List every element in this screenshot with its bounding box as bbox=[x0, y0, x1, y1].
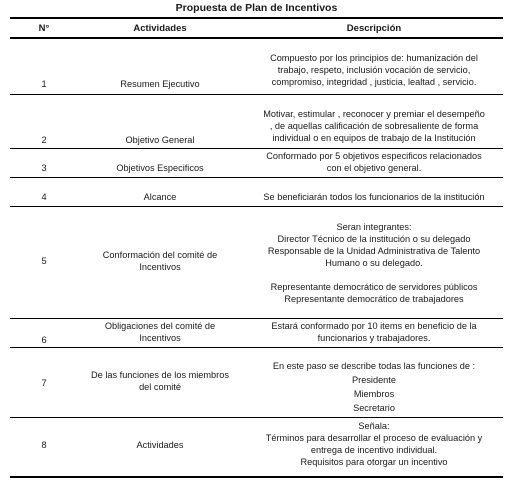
description-line: Estará conformado por 10 items en beneficio de la bbox=[271, 321, 477, 331]
header-description: Descripción bbox=[346, 23, 402, 34]
description-line: Responsable de la Unidad Administrativa de Talento bbox=[267, 246, 481, 256]
activity-line: Resumen Ejecutivo bbox=[120, 79, 200, 89]
page-title: Propuesta de Plan de Incentivos bbox=[175, 2, 338, 14]
header-bottom-border bbox=[10, 37, 503, 39]
row-activity bbox=[70, 320, 250, 344]
row-description bbox=[240, 52, 508, 88]
description-line: Requisitos para otorgar un incentivo bbox=[300, 457, 448, 467]
row-activity bbox=[70, 134, 250, 146]
description-line: Director Técnico de la institución o su delegado bbox=[277, 234, 471, 244]
row-divider bbox=[10, 177, 503, 178]
description-line: Motivar, estimular , reconocer y premiar el desempeño bbox=[263, 109, 485, 119]
activity-line: Incentivos bbox=[139, 262, 181, 272]
table-bottom-border bbox=[10, 476, 503, 478]
description-line: Representante democrático de servidores públicos bbox=[270, 282, 478, 292]
description-line: con el objetivo general. bbox=[326, 163, 422, 173]
row-activity bbox=[70, 369, 250, 393]
table-top-border bbox=[10, 17, 503, 19]
row-description bbox=[240, 360, 508, 414]
row-description bbox=[240, 108, 508, 144]
description-line: Compuesto por los principios de: humanización del bbox=[270, 53, 478, 63]
description-line: En este paso se describe todas las funciones de : bbox=[272, 361, 476, 371]
description-line: Humano o su delegado. bbox=[325, 258, 423, 268]
description-line: funcionarios y trabajadores. bbox=[317, 333, 431, 343]
row-description bbox=[240, 191, 508, 203]
description-line: Señala: bbox=[358, 421, 390, 431]
row-description bbox=[240, 420, 508, 468]
activity-line: Incentivos bbox=[139, 333, 181, 343]
row-activity bbox=[70, 439, 250, 451]
row-number: 7 bbox=[41, 378, 47, 388]
row-number: 3 bbox=[41, 163, 47, 173]
header-num: N° bbox=[38, 23, 50, 34]
description-line: Se beneficiarán todos los funcionarios de la institución bbox=[263, 192, 485, 202]
row-description bbox=[240, 221, 508, 305]
activity-line: Actividades bbox=[136, 440, 184, 450]
row-divider bbox=[10, 94, 503, 95]
row-activity bbox=[70, 78, 250, 90]
description-line: compromiso, integridad , justicia, lealtad , servicio. bbox=[271, 77, 477, 87]
row-activity bbox=[70, 191, 250, 203]
description-line: Seran integrantes: bbox=[336, 222, 412, 232]
row-number: 5 bbox=[41, 256, 47, 266]
row-divider bbox=[10, 148, 503, 149]
activity-line: del comité bbox=[139, 382, 181, 392]
activity-line: De las funciones de los miembros bbox=[91, 370, 229, 380]
description-line: Representante democrático de trabajadores bbox=[284, 294, 464, 304]
description-line: trabajo, respeto, inclusión vocación de servicio, bbox=[277, 65, 471, 75]
row-divider bbox=[10, 206, 503, 207]
row-activity bbox=[70, 162, 250, 174]
description-line: entrega de incentivo individual. bbox=[310, 445, 438, 455]
row-divider bbox=[10, 347, 503, 348]
description-line: Secretario bbox=[353, 403, 395, 413]
row-activity bbox=[70, 249, 250, 273]
activity-line: Alcance bbox=[143, 192, 177, 202]
row-description bbox=[240, 150, 508, 174]
row-divider bbox=[10, 417, 503, 418]
description-line: , de aquellas calificación de sobresaliente de forma bbox=[269, 121, 479, 131]
description-line bbox=[240, 269, 508, 281]
row-number: 8 bbox=[41, 440, 47, 450]
activity-line: Objetivos Especificos bbox=[116, 163, 204, 173]
description-line: Miembros bbox=[353, 389, 395, 399]
activity-line: Conformación del comité de bbox=[102, 250, 218, 260]
description-line: Términos para desarrollar el proceso de evaluación y bbox=[265, 433, 483, 443]
row-number: 2 bbox=[41, 135, 47, 145]
row-number: 1 bbox=[41, 79, 47, 89]
row-number: 6 bbox=[41, 335, 47, 345]
activity-line: Objetivo General bbox=[125, 135, 195, 145]
description-line: Conformado por 5 objetivos especificos relacionados bbox=[266, 151, 482, 161]
row-number: 4 bbox=[41, 192, 47, 202]
row-divider bbox=[10, 318, 503, 319]
description-line: Presidente bbox=[352, 375, 396, 385]
header-activity: Actividades bbox=[133, 23, 187, 34]
row-description bbox=[240, 320, 508, 344]
description-line: individual o en equipos de trabajo de la Institución bbox=[272, 133, 476, 143]
activity-line: Obligaciones del comité de bbox=[104, 321, 216, 331]
